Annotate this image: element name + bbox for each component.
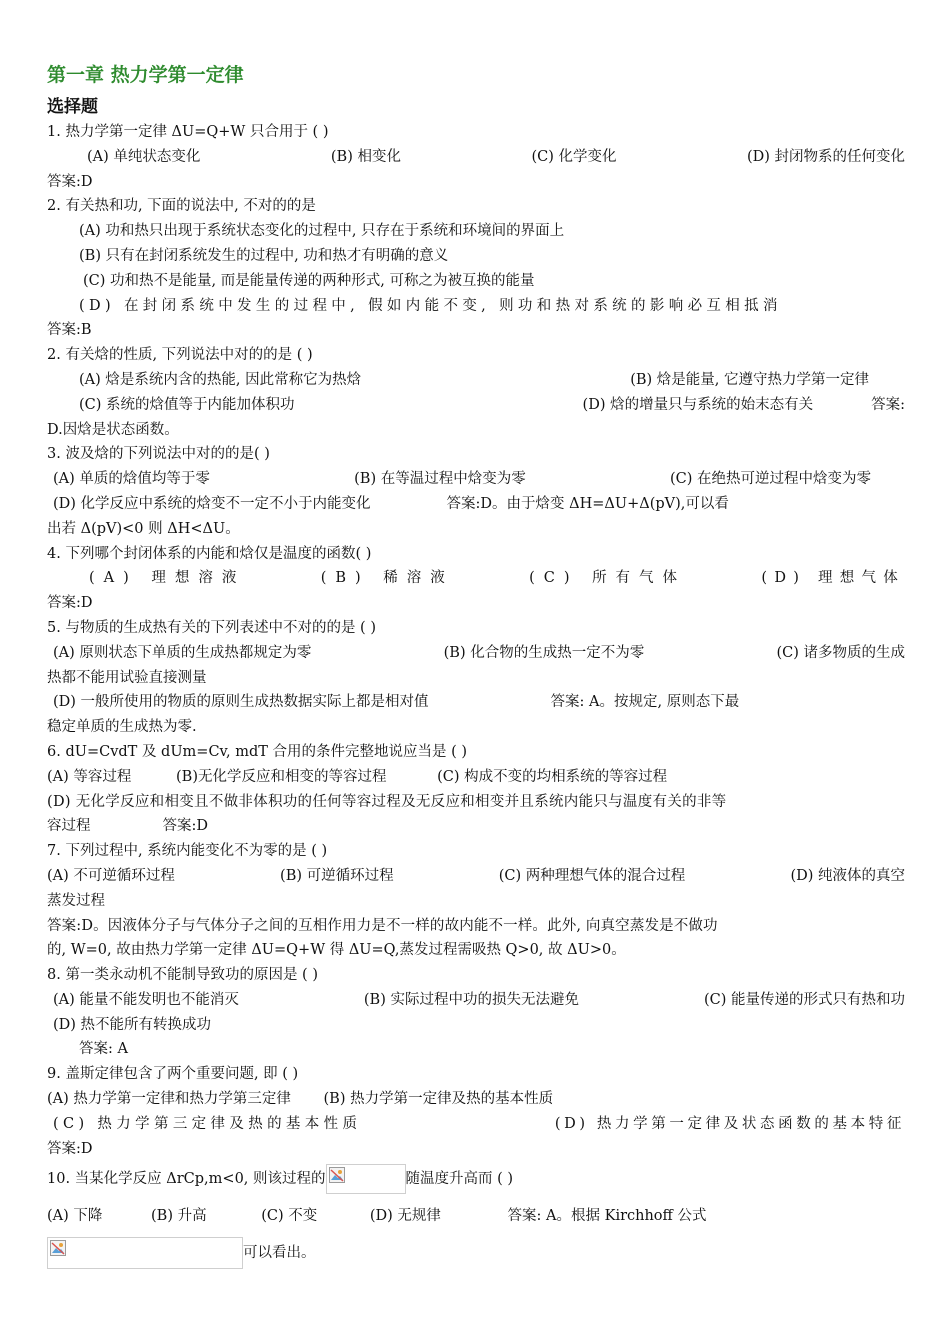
option-b: (B) 热力学第一定律及热的基本性质	[323, 1091, 554, 1108]
question-6-options-abc	[47, 641, 905, 666]
section-heading: 选择题	[47, 97, 98, 117]
option-d: (D) 封闭物系的任何变化	[746, 148, 905, 165]
option-b: (B) 化合物的生成热一定不为零	[443, 644, 645, 661]
option-b: (B) 实际过程中功的损失无法避免	[363, 991, 579, 1008]
question-1: 1. 热力学第一定律 ΔU=Q+W 只合用于 ( )	[47, 124, 329, 140]
option-d: (D) 在封闭系统中发生的过程中, 假如内能不变, 则功和热对系统的影响必互相抵消	[79, 297, 782, 314]
formula-image	[47, 1237, 243, 1269]
answer-11-cont	[47, 1235, 905, 1271]
answer-1: 答案:D	[47, 173, 93, 190]
answer-10: 答案:D	[47, 1140, 93, 1157]
question-1-options	[47, 145, 905, 170]
question-4-option-d-row	[47, 492, 905, 517]
question-11-text: 10. 当某化学反应 ΔrCp,m<0, 则该过程的	[47, 1171, 326, 1188]
option-d: (D) 焓的增量只与系统的始末态有关	[582, 396, 814, 413]
option-b: (B) 相变化	[330, 148, 401, 165]
chapter-title: 第一章 热力学第一定律	[47, 64, 244, 86]
option-a: (A) 单纯状态变化	[87, 148, 201, 165]
answer-4-cont: 出若 Δ(pV)<0 则 ΔH<ΔU。	[47, 520, 240, 537]
option-a: (A) 下降	[47, 1208, 103, 1225]
answer-8-cont: 的, W=0, 故由热力学第一定律 ΔU=Q+W 得 ΔU=Q,蒸发过程需吸热 Q>0, 故 ΔU>0。	[47, 942, 626, 959]
option-d-cont: 蒸发过程	[47, 892, 105, 909]
question-9-options-abc	[47, 988, 905, 1013]
option-d: (D) 纯液体的真空	[790, 867, 905, 884]
question-4: 3. 波及焓的下列说法中对的的是( )	[47, 446, 270, 463]
option-a: (A) 能量不能发明也不能消灭	[53, 991, 239, 1008]
option-c: (C) 能量传递的形式只有热和功	[703, 991, 905, 1008]
option-b: (B) 升高	[151, 1208, 207, 1225]
option-c-cont: 热都不能用试验直接测量	[47, 669, 207, 686]
answer-6: 答案: A。按规定, 原则态下最	[550, 694, 740, 711]
answer-9: 答案: A	[79, 1041, 128, 1058]
answer-7: 答案:D	[162, 818, 209, 835]
answer-3: D.因焓是状态函数。	[47, 421, 179, 438]
question-4-options-abc	[47, 467, 905, 492]
question-9: 8. 第一类永动机不能制导致功的原因是 ( )	[47, 967, 318, 984]
option-c: (C) 在绝热可逆过程中焓变为零	[669, 471, 871, 488]
option-b: (B) 稀溶液	[320, 570, 454, 587]
question-2: 2. 有关热和功, 下面的说法中, 不对的的是	[47, 198, 316, 215]
question-6: 5. 与物质的生成热有关的下列表述中不对的的是 ( )	[47, 619, 376, 636]
option-a: (A) 功和热只出现于系统状态变化的过程中, 只存在于系统和环境间的界面上	[79, 223, 565, 240]
option-a: (A) 单质的焓值均等于零	[53, 471, 210, 488]
option-b: (B) 在等温过程中焓变为零	[354, 471, 526, 488]
formula-image	[326, 1164, 406, 1194]
question-7-options-abc	[47, 765, 905, 790]
question-7: 6. dU=CvdT 及 dUm=Cv, mdT 合用的条件完整地说应当是 ( )	[47, 743, 468, 760]
option-d: (D) 化学反应中系统的焓变不一定不小于内能变化	[53, 495, 371, 512]
option-c: (C) 不变	[261, 1208, 318, 1225]
question-5: 4. 下列哪个封闭体系的内能和焓仅是温度的函数( )	[47, 545, 372, 562]
question-3: 2. 有关焓的性质, 下列说法中对的的是 ( )	[47, 347, 313, 364]
answer-11-end: 可以看出。	[243, 1245, 316, 1262]
option-a: (A) 热力学第一定律和热力学第三定律	[47, 1091, 291, 1108]
question-8-options	[47, 864, 905, 889]
question-11	[47, 1161, 905, 1197]
option-c: (C) 功和热不是能量, 而是能量传递的两种形式, 可称之为被互换的能量	[83, 272, 535, 289]
question-6-option-d-row	[47, 690, 905, 715]
broken-image-icon	[50, 1240, 66, 1256]
option-a: (A) 不可逆循环过程	[47, 867, 175, 884]
answer-4: 答案:D。由于焓变 ΔH=ΔU+Δ(pV),可以看	[446, 495, 729, 512]
option-a: (A) 原则状态下单质的生成热都规定为零	[53, 644, 312, 661]
question-3-options-ab	[47, 368, 905, 393]
question-11-text-cont: 随温度升高而 ( )	[405, 1171, 514, 1188]
option-b: (B) 焓是能量, 它遵守热力学第一定律	[630, 371, 869, 388]
question-11-options	[47, 1197, 905, 1235]
option-d: (D) 热力学第一定律及状态函数的基本特征	[554, 1115, 905, 1132]
option-c: (C) 构成不变的均相系统的等容过程	[437, 768, 668, 785]
question-10-options-ab	[47, 1087, 905, 1112]
option-c: (C) 化学变化	[531, 148, 617, 165]
option-c: (C) 诸多物质的生成	[776, 644, 905, 661]
question-8: 7. 下列过程中, 系统内能变化不为零的是 ( )	[47, 843, 328, 860]
option-c: (C) 系统的焓值等于内能加体积功	[79, 396, 295, 413]
question-7-option-d-cont-row	[47, 814, 905, 839]
option-b: (B) 只有在封闭系统发生的过程中, 功和热才有明确的意义	[79, 247, 449, 264]
option-b: (B) 可逆循环过程	[280, 867, 394, 884]
option-d: (D) 热不能所有转换成功	[53, 1016, 212, 1033]
option-c: (C) 两种理想气体的混合过程	[498, 867, 686, 884]
question-10: 9. 盖斯定律包含了两个重要问题, 即 ( )	[47, 1066, 299, 1083]
option-d-cont: 容过程	[47, 818, 91, 835]
option-d-group	[583, 393, 905, 418]
answer-6-cont: 稳定单质的生成热为零.	[47, 719, 197, 736]
broken-image-icon	[329, 1167, 345, 1183]
question-3-options-cd	[47, 393, 905, 418]
document-page	[47, 60, 905, 1271]
option-a: (A) 理想溶液	[89, 570, 246, 587]
option-d: (D) 无化学反应和相变且不做非体积功的任何等容过程及无反应和相变并且系统内能只与温度有关的非等	[47, 793, 727, 810]
option-c: (C) 热力学第三定律及热的基本性质	[53, 1115, 362, 1132]
question-5-options	[47, 566, 905, 591]
answer-3-label: 答案:	[871, 396, 905, 413]
question-10-options-cd	[47, 1112, 905, 1137]
answer-8: 答案:D。因液体分子与气体分子之间的互相作用力是不一样的故内能不一样。此外, 向真空蒸发是不做功	[47, 917, 718, 934]
answer-5: 答案:D	[47, 595, 93, 612]
option-c: (C) 所有气体	[529, 570, 687, 587]
option-d: (D) 一般所使用的物质的原则生成热数据实际上都是相对值	[53, 694, 429, 711]
option-a: (A) 等容过程	[47, 768, 132, 785]
option-d: (D) 理想气体	[761, 570, 905, 587]
answer-11: 答案: A。根据 Kirchhoff 公式	[507, 1208, 707, 1225]
option-b: (B)无化学反应和相变的等容过程	[176, 768, 387, 785]
option-d: (D) 无规律	[369, 1208, 441, 1225]
option-a: (A) 焓是系统内含的热能, 因此常称它为热焓	[79, 371, 362, 388]
answer-2: 答案:B	[47, 322, 92, 339]
